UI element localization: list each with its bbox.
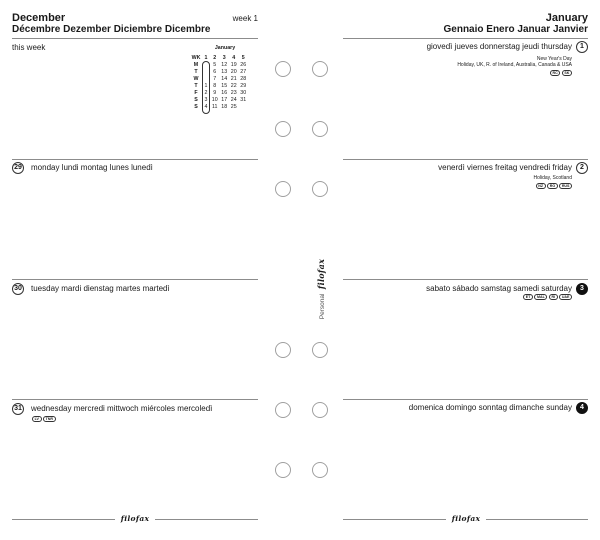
- mini-calendar-grid: [190, 55, 248, 111]
- day-rule: [343, 159, 588, 160]
- day-number-badge: 31: [12, 403, 24, 415]
- cal-cell: 26: [240, 62, 247, 68]
- cal-cell: 1: [204, 83, 208, 89]
- day-names: venerdì viernes freitag vendredi friday: [438, 163, 572, 172]
- cal-cell: W: [193, 76, 199, 82]
- cal-cell: 23: [230, 90, 237, 96]
- day-names: tuesday mardi dienstag martes martedì: [31, 284, 170, 293]
- cal-header-cell: 2: [213, 55, 217, 61]
- right-header-rule: [343, 38, 588, 39]
- cal-cell: 9: [213, 90, 217, 96]
- cal-cell: 7: [213, 76, 217, 82]
- cal-cell: S: [194, 104, 198, 110]
- cal-cell: 8: [213, 83, 217, 89]
- cal-cell: [239, 104, 249, 111]
- this-week-label: this week: [12, 43, 46, 52]
- country-badge: ET: [523, 294, 533, 300]
- cal-cell: 15: [221, 83, 228, 89]
- ring-hole: [312, 462, 328, 478]
- filofax-logo: filofax: [446, 513, 486, 524]
- cal-cell: 14: [221, 76, 228, 82]
- ring-hole: [312, 181, 328, 197]
- cal-cell: 6: [213, 69, 217, 75]
- cal-cell: 30: [240, 90, 247, 96]
- mini-calendar-title: January: [214, 45, 236, 51]
- ring-hole: [312, 61, 328, 77]
- cal-cell: 2: [204, 90, 208, 96]
- cal-cell: 31: [240, 97, 247, 103]
- cal-header-cell: 4: [232, 55, 236, 61]
- mini-calendar-row: [190, 62, 248, 69]
- cal-cell: M: [193, 62, 199, 68]
- cal-cell: 3: [204, 97, 208, 103]
- cal-cell: 11: [212, 104, 218, 110]
- cal-cell: 28: [240, 76, 247, 82]
- ring-hole: [275, 462, 291, 478]
- day-rule: [12, 159, 258, 160]
- mini-calendar-header-row: [190, 55, 248, 62]
- cal-cell: 16: [221, 90, 228, 96]
- cal-header-cell: 5: [241, 55, 245, 61]
- cal-cell: 18: [221, 104, 228, 110]
- mini-calendar-row: [190, 90, 248, 97]
- cal-cell: 5: [213, 62, 217, 68]
- day-number-badge: 4: [576, 402, 588, 414]
- cal-cell: 4: [204, 104, 208, 110]
- country-badge: RUS: [559, 183, 572, 189]
- day-names: giovedì jueves donnerstag jeudi thursday: [426, 42, 572, 51]
- cal-cell: 12: [221, 62, 228, 68]
- cal-cell: 10: [211, 97, 218, 103]
- cal-cell: 22: [230, 83, 237, 89]
- day-number-badge: 3: [576, 283, 588, 295]
- country-badge: RC: [550, 70, 560, 76]
- cal-header-cell: 3: [222, 55, 226, 61]
- mini-calendar-row: [190, 97, 248, 104]
- week-label: week 1: [232, 14, 258, 23]
- day-rule: [12, 279, 258, 280]
- day-names: sabato sábado samstag samedi saturday: [426, 284, 572, 293]
- country-badge: TNR: [43, 416, 56, 422]
- cal-cell: S: [194, 97, 198, 103]
- cal-cell: 13: [221, 69, 228, 75]
- country-badge: LV: [32, 416, 42, 422]
- day-number-badge: 1: [576, 41, 588, 53]
- country-badge: NZ: [536, 183, 546, 189]
- cal-cell: 19: [230, 62, 237, 68]
- right-month-title: January: [545, 12, 588, 24]
- cal-cell: F: [194, 90, 198, 96]
- mini-calendar-row: [190, 76, 248, 83]
- mini-calendar-row: [190, 104, 248, 111]
- ring-hole: [312, 121, 328, 137]
- country-badge: RO: [547, 183, 558, 189]
- ring-hole: [275, 181, 291, 197]
- country-badges: [523, 294, 572, 300]
- day-rule: [343, 399, 588, 400]
- ring-hole: [275, 121, 291, 137]
- cal-cell: 20: [230, 69, 237, 75]
- ring-hole: [275, 342, 291, 358]
- country-badge: SK: [562, 70, 572, 76]
- mini-calendar: [190, 44, 250, 116]
- country-badges: [536, 183, 572, 189]
- edition-label: Personal: [319, 293, 326, 320]
- cal-cell: [202, 69, 210, 76]
- filofax-logo: filofax: [115, 513, 155, 524]
- cal-cell: 24: [230, 97, 237, 103]
- right-month-translations: Gennaio Enero Januar Janvier: [443, 24, 588, 35]
- cal-cell: T: [194, 83, 198, 89]
- cal-cell: 27: [240, 69, 247, 75]
- ring-hole: [312, 342, 328, 358]
- cal-header-cell: WK: [191, 55, 201, 61]
- cal-cell: [202, 76, 210, 83]
- ring-hole: [275, 402, 291, 418]
- country-badge: UAE: [559, 294, 572, 300]
- cal-cell: T: [194, 69, 198, 75]
- cal-header-cell: 1: [204, 55, 208, 61]
- day-rule: [343, 279, 588, 280]
- day-rule: [12, 399, 258, 400]
- holiday-name: New Year's Day: [536, 56, 572, 62]
- cal-cell: 25: [230, 104, 237, 110]
- ring-hole: [312, 402, 328, 418]
- country-badge: MAL: [534, 294, 547, 300]
- day-number-badge: 2: [576, 162, 588, 174]
- left-month-title: December: [12, 12, 66, 24]
- spine-filofax-logo: filofax: [316, 258, 326, 290]
- cal-cell: 17: [221, 97, 228, 103]
- left-header-rule: [12, 38, 258, 39]
- day-names: monday lundi montag lunes lunedì: [31, 163, 153, 172]
- day-names: domenica domingo sonntag dimanche sunday: [408, 403, 572, 412]
- day-names: wednesday mercredi mittwoch miércoles mercoledì: [31, 404, 213, 413]
- cal-cell: 29: [240, 83, 247, 89]
- country-badges: [32, 416, 56, 422]
- day-number-badge: 30: [12, 283, 24, 295]
- holiday-regions: Holiday, UK, R. of Ireland, Australia, Canada & USA: [457, 62, 572, 68]
- day-number-badge: 29: [12, 162, 24, 174]
- cal-cell: [202, 62, 210, 69]
- mini-calendar-row: [190, 69, 248, 76]
- cal-cell: 21: [230, 76, 237, 82]
- mini-calendar-row: [190, 83, 248, 90]
- left-month-translations: Décembre Dezember Diciembre Dicembre: [12, 24, 211, 35]
- ring-hole: [275, 61, 291, 77]
- country-badge: RI: [549, 294, 558, 300]
- spine-label: [315, 256, 325, 322]
- holiday-regions: Holiday, Scotland: [533, 175, 572, 181]
- country-badges: [550, 70, 572, 76]
